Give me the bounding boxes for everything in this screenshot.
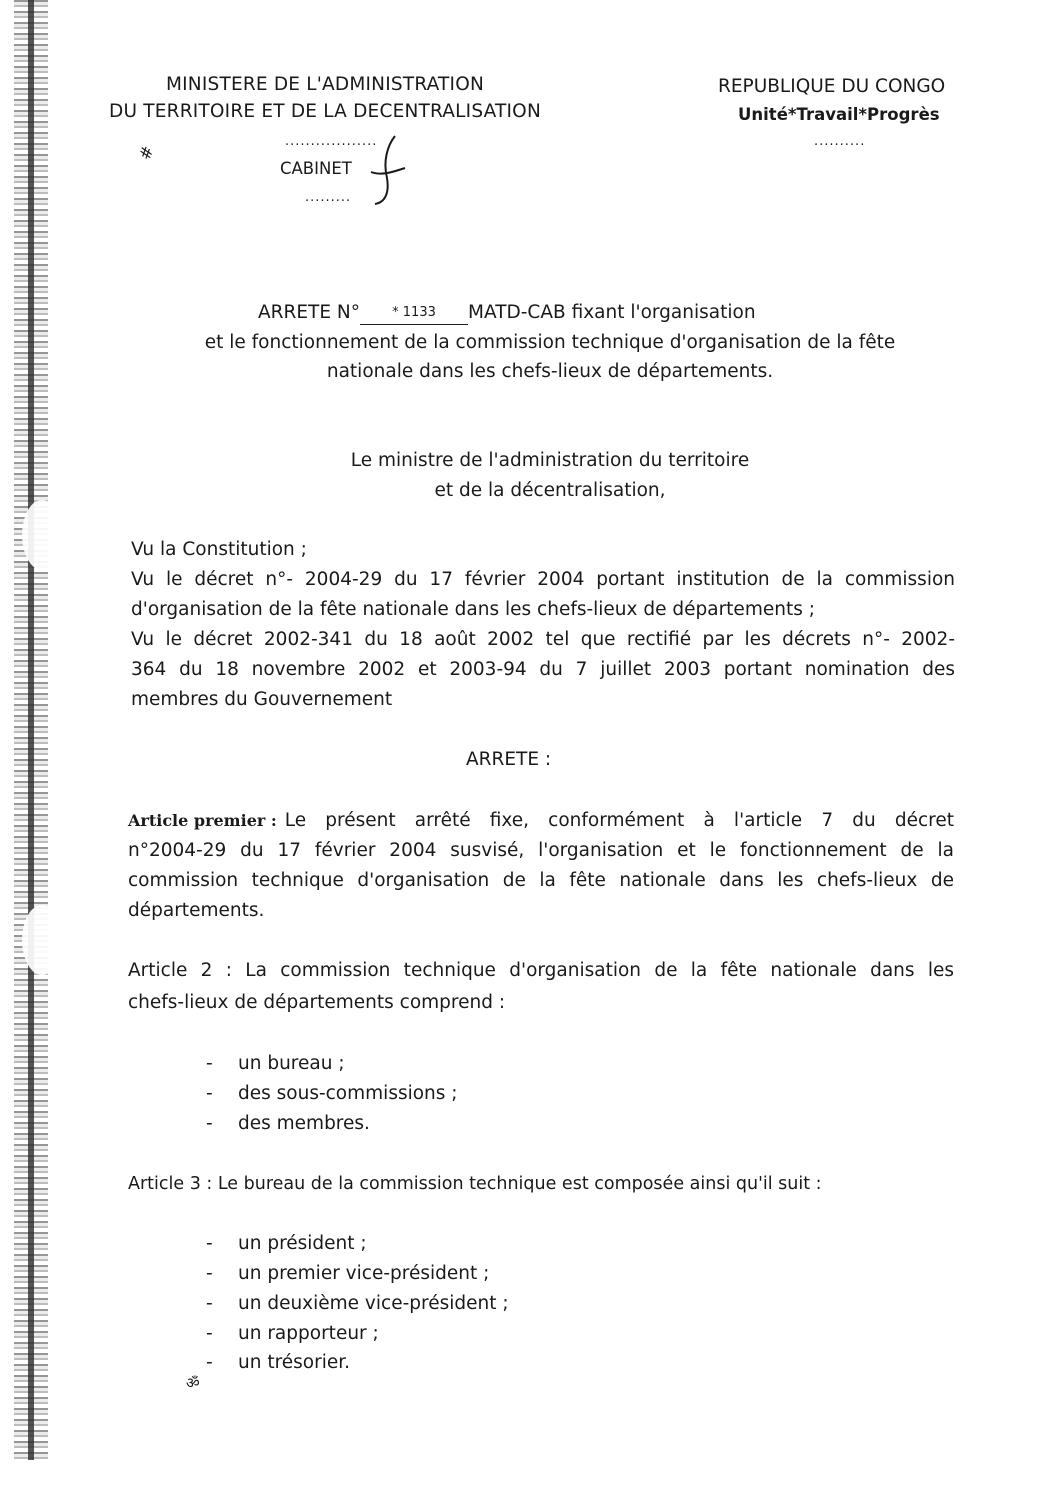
decree-title-line-1 xyxy=(258,302,756,327)
decree-title-line-3: nationale dans les chefs-lieux de départements. xyxy=(326,361,774,382)
article-2-item: un bureau ; xyxy=(238,1053,345,1074)
article-1-label: Article premier : xyxy=(128,811,277,830)
article-1-line-1 xyxy=(128,810,954,832)
article-1-text: Le présent arrêté fixe, conformément à l'article 7 du décret xyxy=(284,810,954,831)
consideration-line: Vu le décret 2002-341 du 18 août 2002 tel que rectifié par les décrets n°- 2002- xyxy=(131,629,955,650)
article-1-line: commission technique d'organisation de la fête nationale dans les chefs-lieux de xyxy=(128,870,954,891)
article-3-item: un rapporteur ; xyxy=(238,1323,379,1344)
article-2-line-2: chefs-lieux de départements comprend : xyxy=(128,992,506,1013)
ministry-line-1: MINISTERE DE L'ADMINISTRATION xyxy=(165,74,484,95)
header-dots-top: .................. xyxy=(285,134,378,149)
consideration-line: membres du Gouvernement xyxy=(131,689,393,710)
article-2-item: des sous-commissions ; xyxy=(238,1083,458,1104)
minister-line-1: Le ministre de l'administration du territoire xyxy=(350,450,750,471)
arrete-heading: ARRETE : xyxy=(466,749,552,770)
header-dots-bottom: ......... xyxy=(305,190,352,205)
consideration-line: 364 du 18 novembre 2002 et 2003-94 du 7 juillet 2003 portant nomination des xyxy=(131,659,955,680)
decree-number: * 1133 xyxy=(360,302,468,325)
national-motto: Unité*Travail*Progrès xyxy=(738,105,940,124)
punch-hole xyxy=(22,500,62,570)
article-3-item: un président ; xyxy=(238,1233,367,1254)
decree-title-rest: MATD-CAB fixant l'organisation xyxy=(468,302,756,323)
cabinet-label: CABINET xyxy=(280,159,352,178)
consideration-line: Vu le décret n°- 2004-29 du 17 février 2004 portant institution de la commission xyxy=(131,569,955,590)
ministry-line-2: DU TERRITOIRE ET DE LA DECENTRALISATION xyxy=(109,101,541,122)
republic-dots: .......... xyxy=(814,134,866,149)
article-1-line: n°2004-29 du 17 février 2004 susvisé, l'organisation et le fonctionnement de la xyxy=(128,840,954,861)
decree-title-line-2: et le fonctionnement de la commission technique d'organisation de la fête xyxy=(204,332,896,353)
bullet-dash: - xyxy=(206,1293,213,1314)
punch-hole xyxy=(22,905,62,975)
article-3-line-1: Article 3 : Le bureau de la commission technique est composée ainsi qu'il suit : xyxy=(128,1174,822,1194)
bullet-dash: - xyxy=(206,1113,213,1134)
article-2-item: des membres. xyxy=(238,1113,370,1134)
footer-mark: ॐ xyxy=(186,1374,200,1392)
bullet-dash: - xyxy=(206,1233,213,1254)
article-2-line-1: Article 2 : La commission technique d'organisation de la fête nationale dans les xyxy=(128,960,954,981)
article-3-item: un premier vice-président ; xyxy=(238,1263,490,1284)
consideration-line: Vu la Constitution ; xyxy=(131,539,307,560)
bullet-dash: - xyxy=(206,1323,213,1344)
bullet-dash: - xyxy=(206,1083,213,1104)
minister-line-2: et de la décentralisation, xyxy=(434,480,666,501)
bullet-dash: - xyxy=(206,1352,213,1373)
article-3-item: un trésorier. xyxy=(238,1352,351,1373)
article-3-item: un deuxième vice-président ; xyxy=(238,1293,509,1314)
article-1-line: départements. xyxy=(128,900,265,921)
initial-signature xyxy=(365,132,415,212)
decree-prefix: ARRETE N° xyxy=(258,302,361,323)
binding-edge-line xyxy=(28,0,34,1460)
consideration-line: d'organisation de la fête nationale dans les chefs-lieux de départements ; xyxy=(131,599,815,620)
margin-note: # xyxy=(135,143,158,163)
bullet-dash: - xyxy=(206,1053,213,1074)
bullet-dash: - xyxy=(206,1263,213,1284)
republic-title: REPUBLIQUE DU CONGO xyxy=(718,76,946,97)
